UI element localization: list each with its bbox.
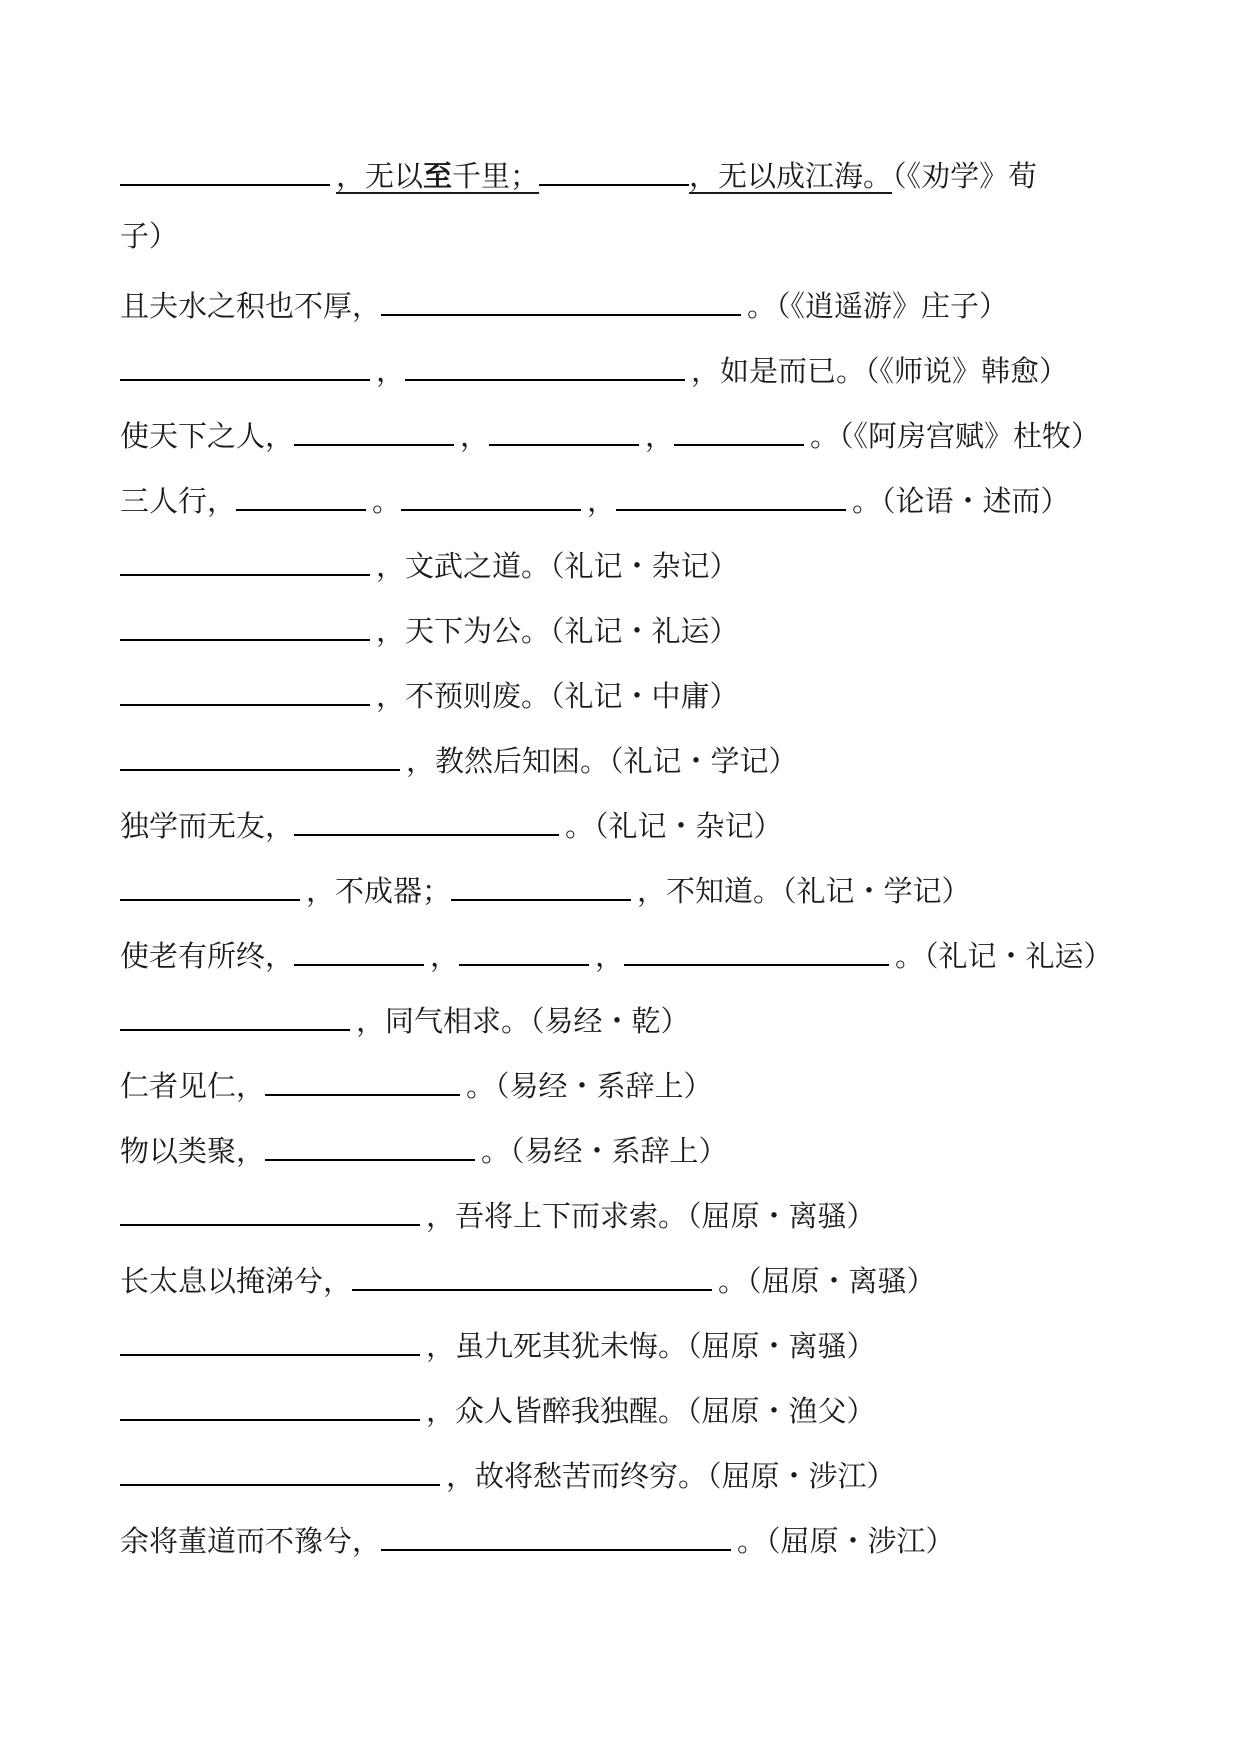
line-text: 。（论语・述而）: [852, 484, 1070, 518]
line-18: [120, 1251, 1160, 1316]
line-9: [120, 666, 1160, 731]
answer-blank[interactable]: [294, 406, 454, 446]
line-text: 三人行，: [120, 484, 237, 518]
line-text: 。（《阿房宫赋》杜牧）: [810, 419, 1101, 453]
line-19: [120, 1316, 1160, 1381]
line-text: 。（易经・系辞上）: [466, 1069, 713, 1103]
answer-blank[interactable]: [489, 406, 639, 446]
line-17: [120, 1186, 1160, 1251]
line-text: 且夫水之积也不厚，: [120, 289, 382, 323]
line-2: [120, 211, 1160, 276]
answer-blank[interactable]: [236, 471, 366, 511]
line-text: 子）: [120, 219, 179, 253]
line-text: ，众人皆醉我独醒。（屈原・渔父）: [426, 1394, 876, 1428]
line-5: [120, 406, 1160, 471]
worksheet-page: [120, 146, 1160, 1576]
answer-blank[interactable]: [120, 1381, 420, 1421]
line-text: ，: [645, 419, 675, 453]
answer-blank[interactable]: [120, 991, 350, 1031]
line-text: ，无以成江海。: [689, 159, 893, 193]
line-text: ，文武之道。（礼记・杂记）: [376, 549, 739, 583]
answer-blank[interactable]: [120, 536, 370, 576]
line-22: [120, 1511, 1160, 1576]
line-text: ，天下为公。（礼记・礼运）: [376, 614, 739, 648]
line-text: ，无以至千里；: [336, 159, 540, 193]
line-3: [120, 276, 1160, 341]
line-text: 。（屈原・涉江）: [737, 1524, 955, 1558]
answer-blank[interactable]: [459, 926, 589, 966]
answer-blank[interactable]: [120, 731, 400, 771]
answer-blank[interactable]: [674, 406, 804, 446]
line-text: 。（礼记・杂记）: [565, 809, 783, 843]
line-6: [120, 471, 1160, 536]
line-7: [120, 536, 1160, 601]
answer-blank[interactable]: [120, 666, 370, 706]
line-text: 独学而无友，: [120, 809, 295, 843]
answer-blank[interactable]: [624, 926, 889, 966]
line-text: ，: [595, 939, 625, 973]
answer-blank[interactable]: [120, 1186, 420, 1226]
line-text: ，不预则废。（礼记・中庸）: [376, 679, 739, 713]
line-text: ，: [460, 419, 490, 453]
answer-blank[interactable]: [539, 146, 689, 186]
line-text: ，如是而已。（《师说》韩愈）: [691, 354, 1069, 388]
answer-blank[interactable]: [616, 471, 846, 511]
line-text: 。: [372, 484, 402, 518]
answer-blank[interactable]: [381, 276, 741, 316]
answer-blank[interactable]: [294, 926, 424, 966]
answer-blank[interactable]: [120, 341, 370, 381]
line-14: [120, 991, 1160, 1056]
line-20: [120, 1381, 1160, 1446]
answer-blank[interactable]: [120, 601, 370, 641]
line-text: ，: [430, 939, 460, 973]
answer-blank[interactable]: [120, 861, 300, 901]
line-text: 。（屈原・离骚）: [718, 1264, 936, 1298]
answer-blank[interactable]: [265, 1121, 475, 1161]
answer-blank[interactable]: [451, 861, 631, 901]
line-text: 物以类聚，: [120, 1134, 266, 1168]
line-16: [120, 1121, 1160, 1186]
line-text: 。（《逍遥游》庄子）: [747, 289, 1009, 323]
answer-blank[interactable]: [120, 1446, 440, 1486]
line-text: 。（礼记・礼运）: [895, 939, 1113, 973]
line-text: ，教然后知困。（礼记・学记）: [406, 744, 798, 778]
line-text: ，同气相求。（易经・乾）: [356, 1004, 690, 1038]
answer-blank[interactable]: [405, 341, 685, 381]
line-text: 使天下之人，: [120, 419, 295, 453]
line-text: ，不成器；: [306, 874, 452, 908]
line-text: ，虽九死其犹未悔。（屈原・离骚）: [426, 1329, 876, 1363]
line-11: [120, 796, 1160, 861]
line-13: [120, 926, 1160, 991]
line-text: 长太息以掩涕兮，: [120, 1264, 353, 1298]
line-text: 使老有所终，: [120, 939, 295, 973]
line-text: ，故将愁苦而终穷。（屈原・涉江）: [446, 1459, 896, 1493]
source-text: （《劝学》荀: [892, 159, 1038, 193]
answer-blank[interactable]: [352, 1251, 712, 1291]
line-10: [120, 731, 1160, 796]
line-12: [120, 861, 1160, 926]
line-text: 。（易经・系辞上）: [481, 1134, 728, 1168]
line-15: [120, 1056, 1160, 1121]
line-text: ，: [376, 354, 406, 388]
line-21: [120, 1446, 1160, 1511]
answer-blank[interactable]: [294, 796, 559, 836]
line-text: 仁者见仁，: [120, 1069, 266, 1103]
line-1: [120, 146, 1160, 211]
answer-blank[interactable]: [401, 471, 581, 511]
answer-blank[interactable]: [381, 1511, 731, 1551]
line-4: [120, 341, 1160, 406]
line-text: 余将董道而不豫兮，: [120, 1524, 382, 1558]
answer-blank[interactable]: [120, 1316, 420, 1356]
line-text: ，: [587, 484, 617, 518]
line-text: ，不知道。（礼记・学记）: [637, 874, 971, 908]
line-text: ，吾将上下而求索。（屈原・离骚）: [426, 1199, 876, 1233]
answer-blank[interactable]: [120, 146, 330, 186]
line-8: [120, 601, 1160, 666]
answer-blank[interactable]: [265, 1056, 460, 1096]
